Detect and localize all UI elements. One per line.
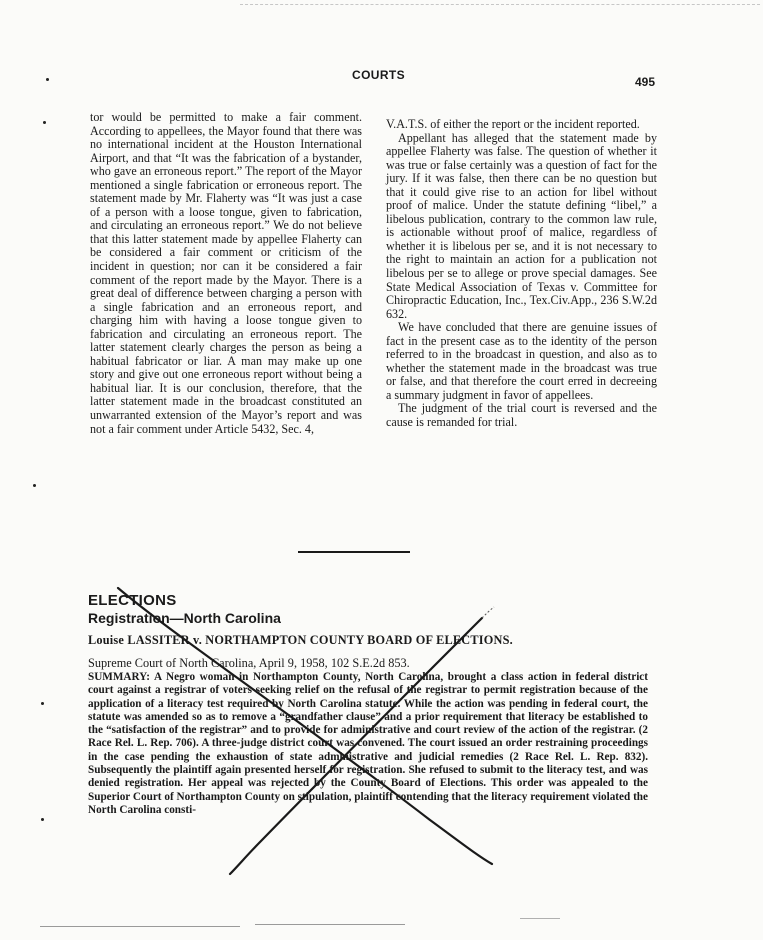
case-summary (88, 671, 648, 817)
scan-mark (41, 702, 44, 705)
scan-edge-line (255, 924, 405, 925)
opinion-paragraph: The judgment of the trial court is reversed and the cause is remanded for trial. (386, 401, 657, 430)
scan-edge-line (40, 926, 240, 927)
section-divider (298, 551, 410, 553)
opinion-paragraph: Appellant has alleged that the statement made by appellee Flaherty was false. The question of whether it was true or false certainly was a question of fact for the jury. If it was false, then there can be no question but that it could give rise to an action for libel without proof of malice. Under the statute defining “libel,” a libelous publication, contrary to the common law rule, is actionable without proof of malice, regardless of whether it is libelous per se, and it is not necessary to the right to maintain an action for a publication not libelous per se to allege or prove special damages. See State Medical Association of Texas v. Committee for Chiropractic Education, Inc., Tex.Civ.App., 236 S.W.2d 632. (386, 130, 657, 321)
scan-mark (46, 78, 49, 81)
opinion-right-column (386, 118, 657, 430)
section-heading: ELECTIONS (88, 592, 177, 609)
summary-label: SUMMARY: (88, 671, 150, 683)
scan-mark (33, 484, 36, 487)
opinion-paragraph: tor would be permitted to make a fair comment. According to appellees, the Mayor found that there was no international incident at the Houston International Airport, and that “It was the fabrication of a bystander, who gave an erroneous report.” The report of the Mayor mentioned a single fabrication or erroneous report. The statement made by Mr. Flaherty was “It was just a case of a person with a loose tongue, given to fabrication, and circulating an erroneous report.” We do not believe that this latter statement made by appellee Flaherty can be considered a fair comment or criticism of the incident in question; nor can it be considered a fair comment of the report made by the Mayor. There is a great deal of difference between charging a person with a single fabrication and an erroneous report, and charging him with having a loose tongue given to fabrication and circulating an erroneous report. The latter statement clearly charges the person as being a habitual fabricator or liar. A man may make up one story and give out one erroneous report without being a habitual liar. It is our conclusion, therefore, that the latter statement made in the broadcast constituted an unwarranted extension of the Mayor’s report and was not a fair comment under Article 5432, Sec. 4, (90, 110, 362, 436)
opinion-left-column (90, 111, 362, 436)
section-subheading: Registration—North Carolina (88, 610, 281, 626)
case-citation: Supreme Court of North Carolina, April 9, 1958, 102 S.E.2d 853. (88, 656, 410, 670)
opinion-paragraph: V.A.T.S. of either the report or the incident reported. (386, 117, 640, 131)
opinion-paragraph: We have concluded that there are genuine issues of fact in the present case as to the identity of the person referred to in the broadcast in question, and also as to whether the statement made in the broadcast was true or false, and that therefore the court erred in decreeing a summary judgment in favor of appellees. (386, 320, 657, 402)
scan-edge-line (240, 4, 760, 5)
scan-mark (41, 818, 44, 821)
page-number: 495 (635, 75, 656, 89)
scan-mark (43, 121, 46, 124)
running-head: COURTS (352, 68, 406, 82)
case-title: Louise LASSITER v. NORTHAMPTON COUNTY BOARD OF ELECTIONS. (88, 633, 513, 647)
summary-text: A Negro woman in Northampton County, North Carolina, brought a class action in federal district court against a registrar of voters seeking relief on the refusal of the registrar to permit registration because of the application of a literacy test required by North Carolina statute. While the action was pending in federal court, the statute was amended so as to remove a “grandfather clause” and a prior requirement that literacy be established to the “satisfaction of the registrar” and to provide for administrative and court review of the action of the registrar. (2 Race Rel. L. Rep. 706). A three-judge district court was convened. The court issued an order restraining proceedings in the case pending the exhaustion of state administrative and judicial remedies (2 Race Rel. L. Rep. 832). Subsequently the plaintiff again presented herself for registration. She refused to submit to the literacy test, and was denied registration. Her appeal was rejected by the County Board of Elections. This order was appealed to the Superior Court of Northampton County on stipulation, plaintiff contending that the literacy requirement violated the North Carolina consti- (88, 671, 648, 816)
scan-edge-line (520, 918, 560, 919)
